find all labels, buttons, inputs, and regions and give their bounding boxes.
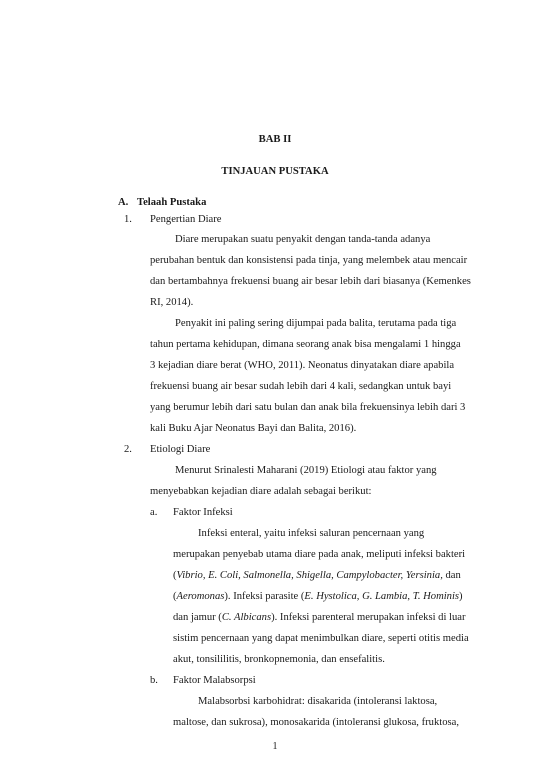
section-a-title: Telaah Pustaka: [137, 197, 207, 208]
subitem-b-title: Faktor Malabsorpsi: [173, 675, 256, 686]
text-line: yang berumur lebih dari satu bulan dan anak bila frekuensinya lebih dari 3: [150, 402, 466, 413]
text-line: merupakan penyebab utama diare pada anak, meliputi infeksi bakteri: [173, 549, 466, 560]
text-line: (Aeromonas). Infeksi parasite (E. Hystolica, G. Lambia, T. Hominis): [173, 591, 463, 602]
text-line: tahun pertama kehidupan, dimana seorang anak bisa mengalami 1 hingga: [150, 339, 461, 350]
text-line: RI, 2014).: [150, 297, 194, 308]
text-line: Penyakit ini paling sering dijumpai pada balita, terutama pada tiga: [175, 318, 457, 329]
text-line: menyebabkan kejadian diare adalah sebagai berikut:: [150, 486, 372, 497]
item-1-title: Pengertian Diare: [150, 214, 222, 225]
chapter-label: BAB II: [258, 134, 292, 145]
text-line: dan jamur (C. Albicans). Infeksi parenteral merupakan infeksi di luar: [173, 612, 466, 623]
subitem-b-label: b.: [150, 675, 158, 686]
text-line: maltose, dan sukrosa), monosakarida (intoleransi glukosa, fruktosa,: [173, 717, 459, 728]
text-line: 3 kejadian diare berat (WHO, 2011). Neonatus dinyatakan diare apabila: [150, 360, 455, 371]
item-2-title: Etiologi Diare: [150, 444, 211, 455]
text-line: perubahan bentuk dan konsistensi pada tinja, yang melembek atau mencair: [150, 255, 468, 266]
item-1-number: 1.: [124, 214, 132, 225]
text-line: Menurut Srinalesti Maharani (2019) Etiologi atau faktor yang: [175, 465, 437, 476]
text-line: Diare merupakan suatu penyakit dengan tanda-tanda adanya: [175, 234, 431, 245]
text-line: Infeksi enteral, yaitu infeksi saluran pencernaan yang: [198, 528, 425, 539]
chapter-title: TINJAUAN PUSTAKA: [221, 166, 329, 177]
text-line: sistim pencernaan yang dapat menimbulkan diare, seperti otitis media: [173, 633, 469, 644]
text-line: akut, tonsililitis, bronkopnemonia, dan ensefalitis.: [173, 654, 385, 665]
item-2-number: 2.: [124, 444, 132, 455]
text-line: dan bertambahnya frekuensi buang air besar lebih dari biasanya (Kemenkes: [150, 276, 471, 287]
subitem-a-label: a.: [150, 507, 158, 518]
subitem-a-title: Faktor Infeksi: [173, 507, 233, 518]
text-line: kali Buku Ajar Neonatus Bayi dan Balita, 2016).: [150, 423, 357, 434]
text-line: Malabsorbsi karbohidrat: disakarida (intoleransi laktosa,: [198, 696, 438, 707]
text-line: frekuensi buang air besar sudah lebih dari 4 kali, sedangkan untuk bayi: [150, 381, 452, 392]
text-line: (Vibrio, E. Coli, Salmonella, Shigella, Campylobacter, Yersinia, dan: [173, 570, 461, 581]
page-number: 1: [272, 741, 278, 752]
section-a-label: A.: [118, 197, 129, 208]
